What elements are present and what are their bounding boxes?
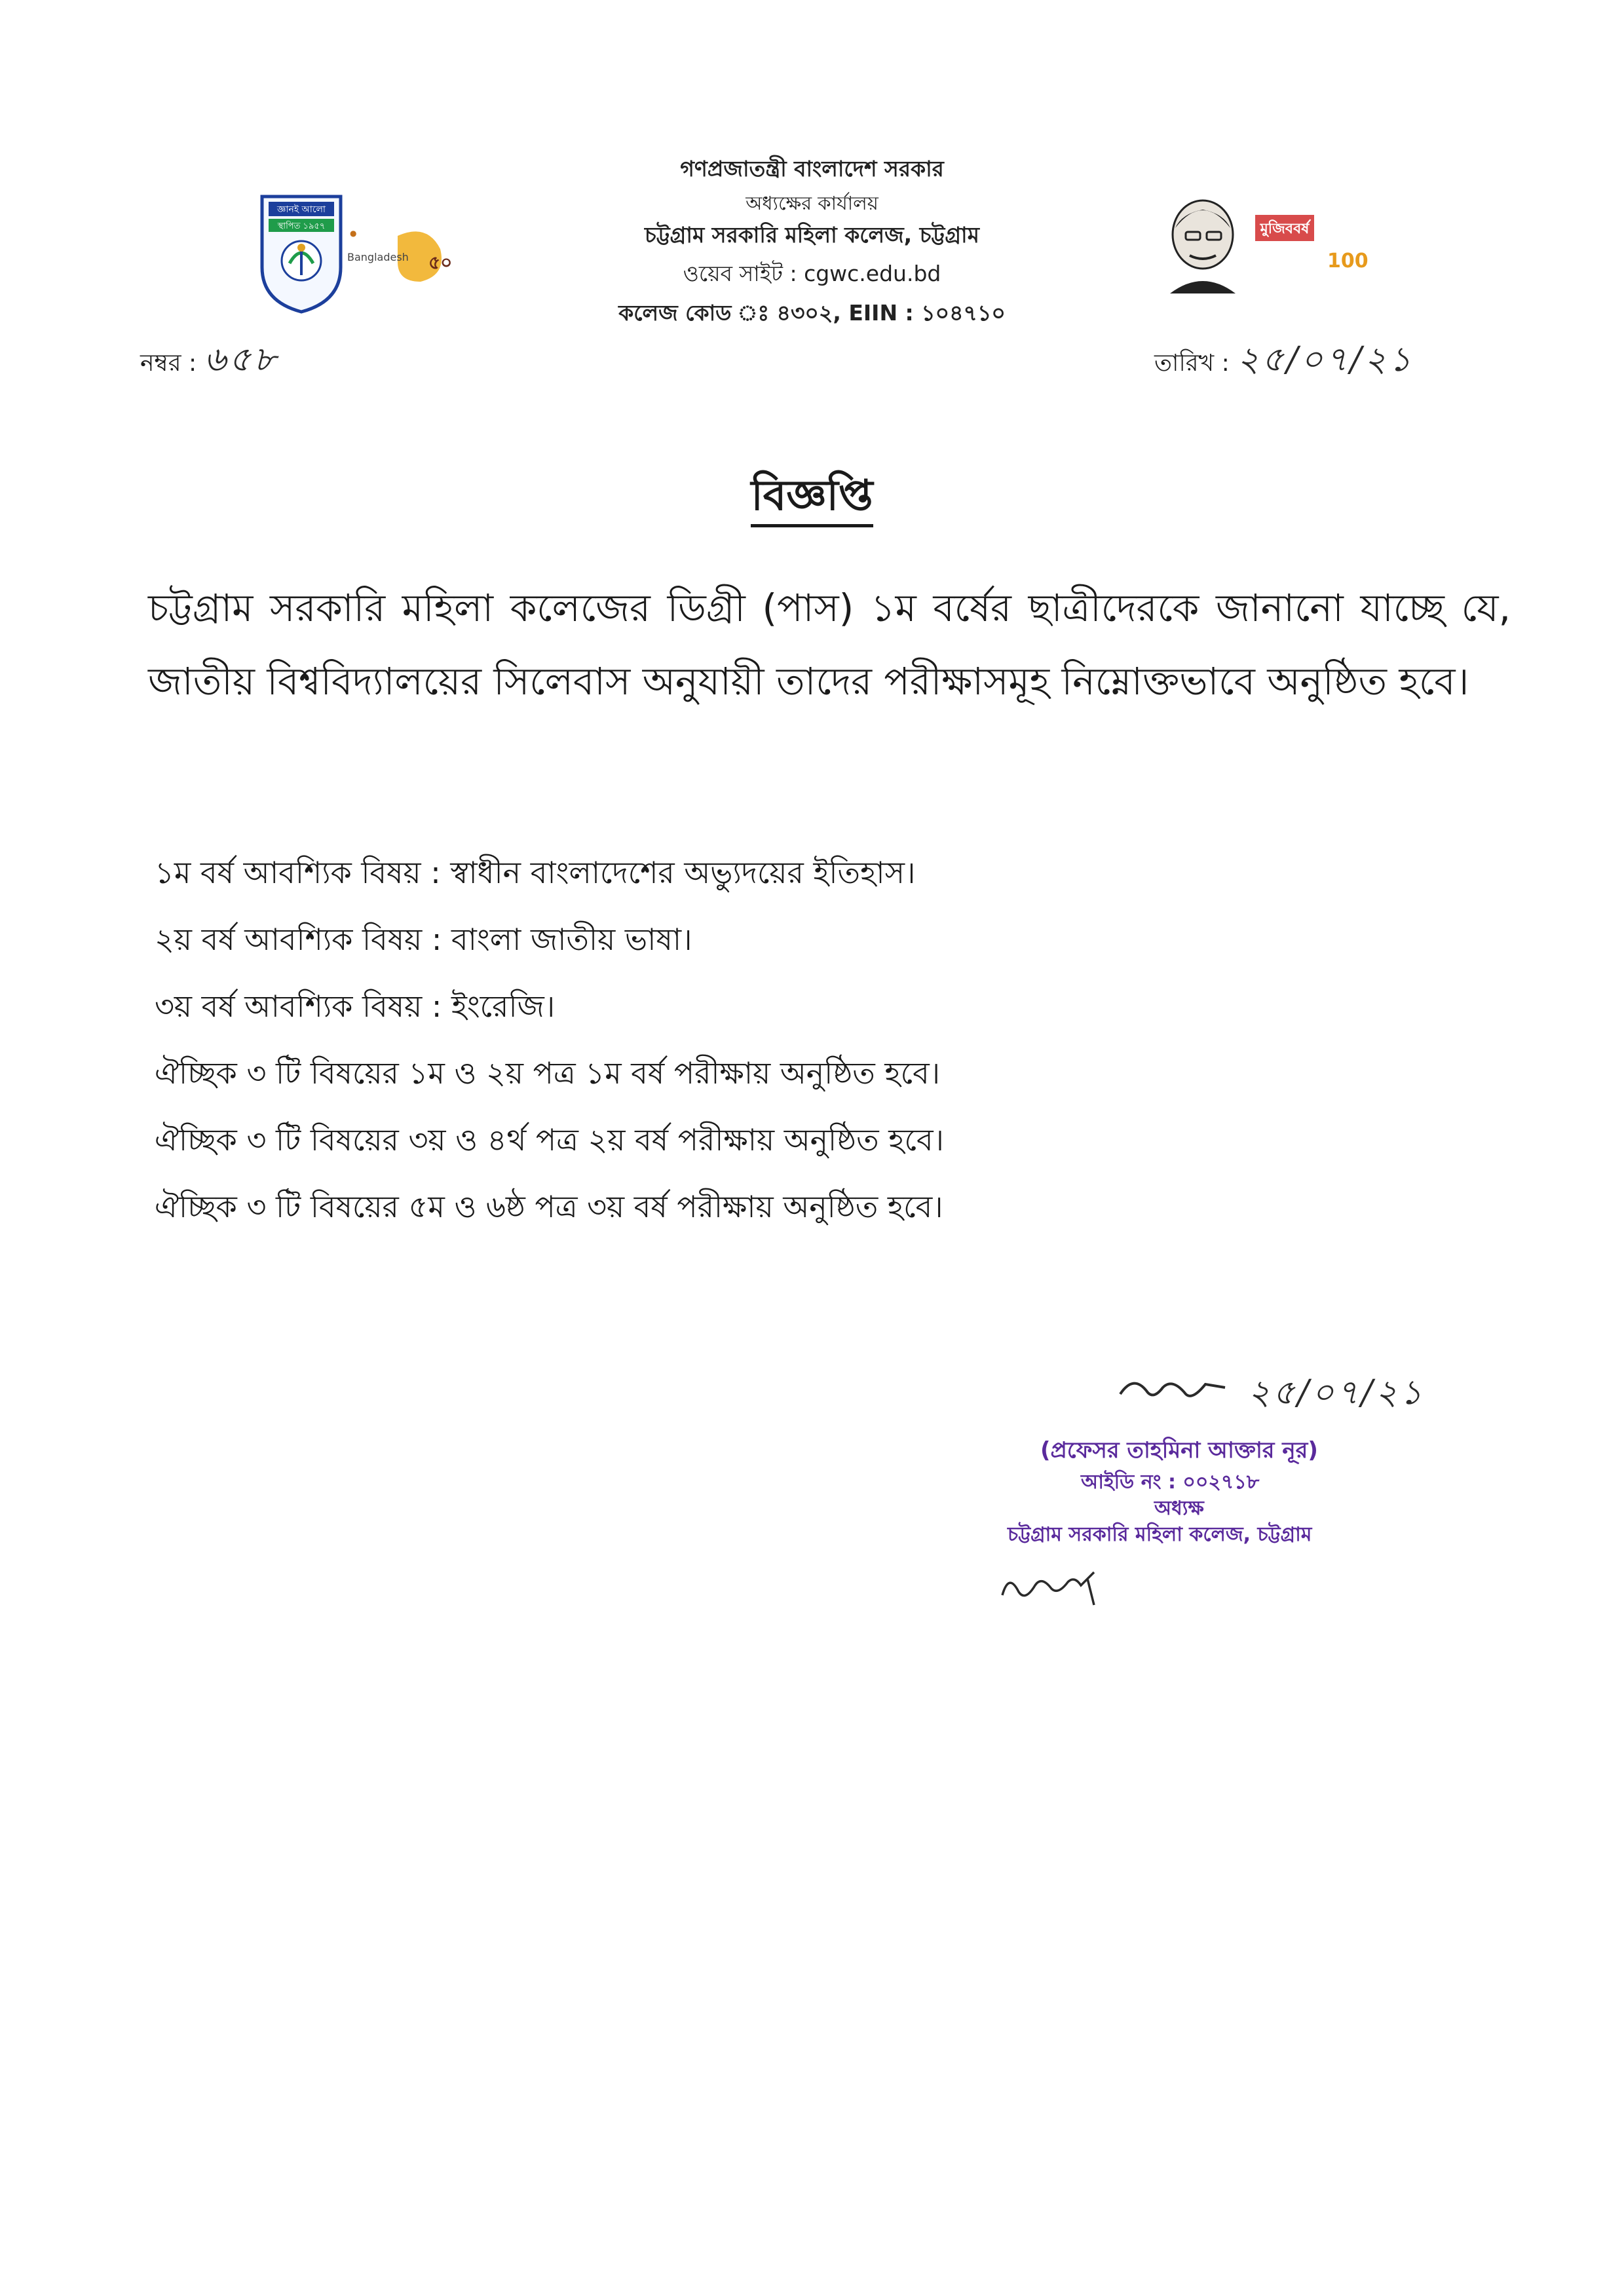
bangladesh-badge-icon	[347, 229, 452, 282]
office-name: অধ্যক্ষের কার্যালয়	[746, 192, 878, 214]
list-item: ৩য় বর্ষ আবশ্যিক বিষয় : ইংরেজি।	[155, 989, 556, 1024]
notice-body: চট্টগ্রাম সরকারি মহিলা কলেজের ডিগ্রী (পাস) ১ম বর্ষের ছাত্রীদেরকে জানানো যাচ্ছে যে, জাতীয় বিশ্ববিদ্যালয়ের সিলেবাস অনুযায়ী তাদের পরীক্ষাসমূহ নিম্নোক্তভাবে অনুষ্ঠিত হবে।	[148, 586, 1511, 704]
signatory-designation: অধ্যক্ষ	[1154, 1497, 1204, 1520]
list-item: ঐচ্ছিক ৩ টি বিষয়ের ৩য় ও ৪র্থ পত্র ২য় বর্ষ পরীক্ষায় অনুষ্ঠিত হবে।	[155, 1122, 944, 1158]
notice-title: বিজ্ঞপ্তি	[0, 464, 1624, 534]
signatory-institution: চট্টগ্রাম সরকারি মহিলা কলেজ, চট্টগ্রাম	[1008, 1523, 1312, 1546]
list-item: ঐচ্ছিক ৩ টি বিষয়ের ১ম ও ২য় পত্র ১ম বর্ষ পরীক্ষায় অনুষ্ঠিত হবে।	[155, 1055, 941, 1091]
signature-date: ২৫/০৭/২১	[1248, 1373, 1425, 1412]
memo-date-value: ২৫/০৭/২১	[1237, 340, 1414, 379]
website-line: ওয়েব সাইট : cgwc.edu.bd	[683, 261, 941, 286]
initial-signature-icon	[996, 1559, 1114, 1612]
signatory-id: আইডি নং : ০০২৭১৮	[1081, 1471, 1260, 1494]
signatory-name: (প্রফেসর তাহমিনা আক্তার নূর)	[1040, 1437, 1318, 1464]
svg-text:●: ●	[350, 229, 357, 238]
badge-text: Bangladesh	[347, 251, 409, 263]
mujib-borsho-text: মুজিববর্ষ	[1260, 221, 1310, 237]
portrait-icon	[1170, 200, 1236, 293]
government-name: গণপ্রজাতন্ত্রী বাংলাদেশ সরকার	[680, 156, 944, 181]
college-logo	[257, 190, 453, 314]
college-seal-icon	[262, 197, 341, 312]
svg-text:৫০: ৫০	[428, 252, 453, 273]
memo-date	[1154, 333, 1414, 390]
memo-number-label: নম্বর :	[140, 350, 197, 377]
memo-number	[140, 333, 278, 390]
college-codes: কলেজ কোড ঃ ৪৩০২, EIIN : ১০৪৭১০	[618, 300, 1006, 326]
seal-year: স্থাপিত ১৯৫৭	[277, 221, 326, 231]
seal-motto: জ্ঞানই আলো	[277, 204, 326, 215]
list-item: ঐচ্ছিক ৩ টি বিষয়ের ৫ম ও ৬ষ্ঠ পত্র ৩য় বর্ষ পরীক্ষায় অনুষ্ঠিত হবে।	[155, 1189, 943, 1224]
list-item: ২য় বর্ষ আবশ্যিক বিষয় : বাংলা জাতীয় ভাষা।	[155, 922, 692, 957]
mujib-borsho-logo	[1150, 195, 1369, 300]
memo-number-value: ৬৫৮	[204, 340, 278, 379]
svg-text:100: 100	[1327, 250, 1369, 273]
institution-name: চট্টগ্রাম সরকারি মহিলা কলেজ, চট্টগ্রাম	[645, 222, 979, 248]
list-item: ১ম বর্ষ আবশ্যিক বিষয় : স্বাধীন বাংলাদেশের অভ্যুদয়ের ইতিহাস।	[155, 855, 916, 890]
memo-date-label: তারিখ :	[1154, 350, 1230, 377]
